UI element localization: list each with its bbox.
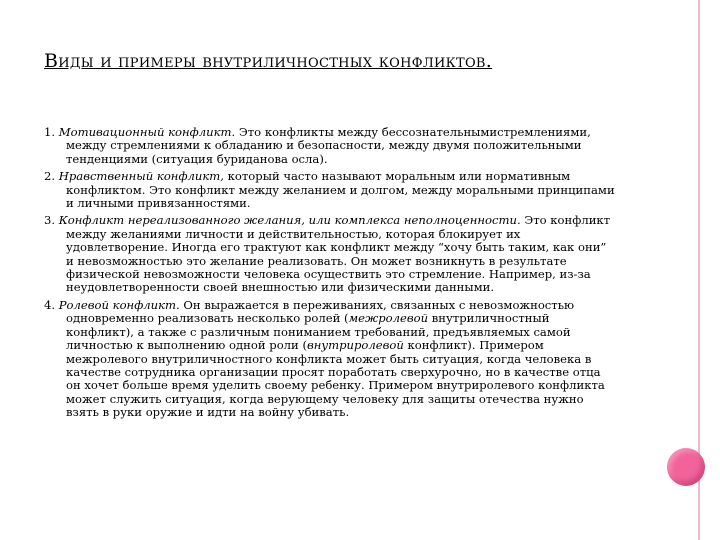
item-emphasis: межролевой (348, 311, 429, 326)
item-text: Это конфликты между бессознательнымистремлениями, между стремлениями к обладанию и безопасности, между двумя положительными тенденциями (ситуация буриданова осла). (66, 125, 591, 166)
item-number: 3. (44, 213, 59, 228)
slide-title: Виды и примеры внутриличностных конфликтов. (44, 50, 493, 72)
item-text: внутриличностный конфликт), а также с различным пониманием требований, предъявляемых самой личностью к выполнению одной роли ( (66, 311, 571, 353)
item-number: 1. (44, 125, 59, 139)
list-item-motivational (44, 126, 616, 166)
item-number: 2. (44, 169, 59, 184)
pink-circle-decoration (667, 448, 705, 486)
item-term: Мотивационный конфликт. (58, 125, 236, 139)
list-item-unrealized-desire (44, 214, 616, 294)
list-item-role (44, 299, 616, 420)
item-term: Конфликт нереализованного желания, или комплекса неполноценности. (58, 213, 521, 228)
item-text: Он выражается в переживаниях, связанных с невозможностью одновременно реализовать несколько ролей ( (66, 297, 575, 326)
item-text: Это конфликт между желаниями личности и действительностью, которая блокирует их удовлетворение. Иногда его трактуют как конфликт между “хочу быть таким, как они” и невозможностью это желание реализовать. Он может возникнуть в результате физической невозможности человека осуществить это стремление. Например, из-за неудовлетворенности своей внешностью или физическими данными. (66, 213, 611, 295)
item-term: Нравственный конфликт, (58, 169, 224, 184)
item-text: который часто называют моральным или нормативным конфликтом. Это конфликт между желанием и долгом, между моральными принципами и личными привязанностями. (66, 169, 615, 211)
slide-body (44, 126, 616, 424)
item-term: Ролевой конфликт. (58, 297, 180, 312)
item-emphasis: внутриролевой (306, 338, 404, 353)
list-item-moral (44, 170, 616, 210)
item-text: конфликт). Примером межролевого внутриличностного конфликта может быть ситуация, когда человека в качестве сотрудника организации просят поработать сверхурочно, но в качестве отца он хочет больше время уделить своему ребенку. Примером внутриролевого конфликта может служить ситуация, когда верующему человеку для защиты отечества нужно взять в руки оружие и идти на войну убивать. (66, 338, 605, 420)
item-number: 4. (44, 297, 59, 312)
